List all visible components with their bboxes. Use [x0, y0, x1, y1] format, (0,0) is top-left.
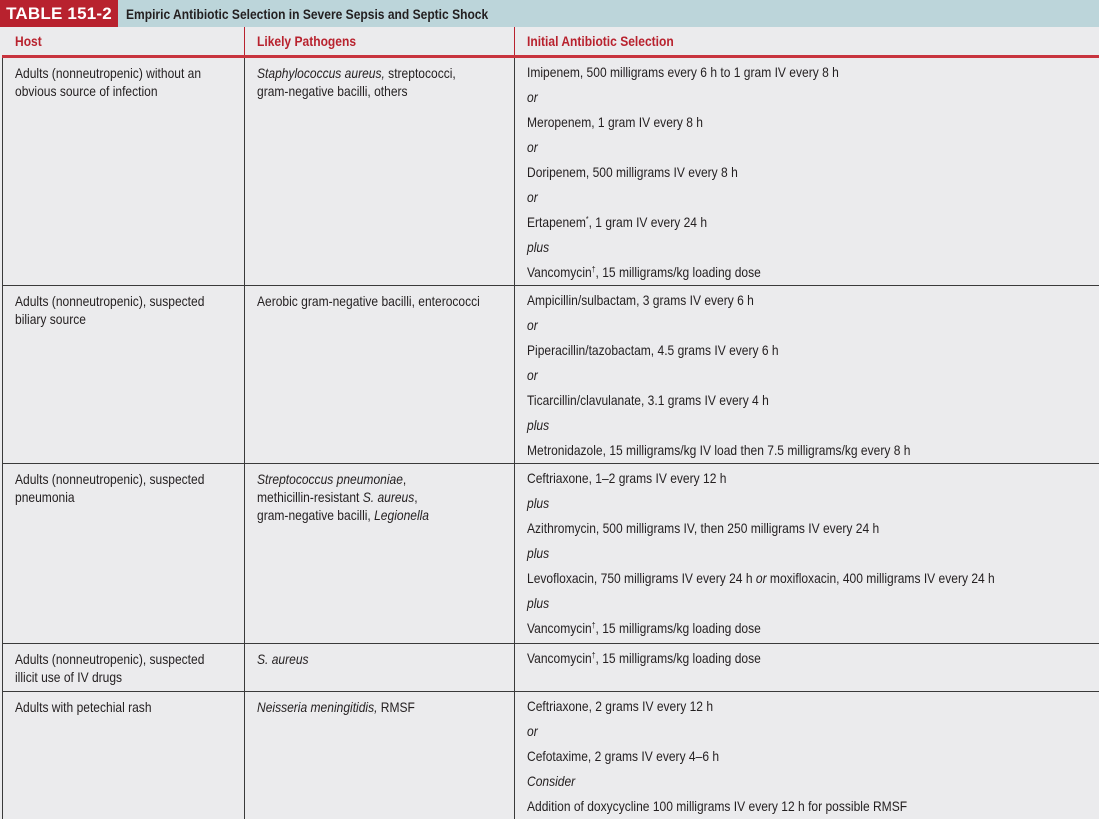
- connector-word: plus: [527, 235, 1099, 260]
- antibiotic-table: [2, 27, 1099, 819]
- host-text-line: biliary source: [15, 310, 244, 328]
- host-text-line: Adults (nonneutropenic), suspected: [15, 650, 244, 668]
- pathogen-text-line: [257, 470, 514, 488]
- column-header-antibiotics: Initial Antibiotic Selection: [515, 27, 1099, 57]
- pathogen-text: ,: [403, 471, 406, 487]
- connector-word: or: [756, 570, 767, 586]
- connector-word: plus: [527, 413, 1099, 438]
- connector-word: plus: [527, 541, 1099, 566]
- footnote-marker: †: [592, 651, 596, 660]
- pathogens-cell: [245, 644, 515, 692]
- antibiotic-line: Ceftriaxone, 2 grams IV every 12 h: [527, 694, 1099, 719]
- pathogen-text: ,: [414, 489, 417, 505]
- antibiotic-line: Azithromycin, 500 milligrams IV, then 250 milligrams IV every 24 h: [527, 516, 1099, 541]
- connector-word: plus: [527, 591, 1099, 616]
- antibiotic-line: Metronidazole, 15 milligrams/kg IV load then 7.5 milligrams/kg every 8 h: [527, 438, 1099, 463]
- table-row: [3, 644, 1099, 692]
- host-cell: [3, 692, 245, 819]
- antibiotic-line: Ampicillin/sulbactam, 3 grams IV every 6 h: [527, 288, 1099, 313]
- connector-word: Consider: [527, 769, 1099, 794]
- host-text-line: illicit use of IV drugs: [15, 668, 244, 686]
- pathogen-name-italic: Neisseria meningitidis,: [257, 699, 377, 715]
- connector-word: or: [527, 719, 1099, 744]
- host-text-line: obvious source of infection: [15, 82, 244, 100]
- connector-word: or: [527, 313, 1099, 338]
- antibiotic-line: Ceftriaxone, 1–2 grams IV every 12 h: [527, 466, 1099, 491]
- antibiotics-cell: [515, 692, 1099, 819]
- antibiotic-line: Meropenem, 1 gram IV every 8 h: [527, 110, 1099, 135]
- antibiotic-line: Doripenem, 500 milligrams IV every 8 h: [527, 160, 1099, 185]
- pathogen-text-line: [257, 506, 514, 524]
- pathogens-cell: [245, 57, 515, 286]
- antibiotics-cell: [515, 286, 1099, 464]
- pathogen-name-italic: S. aureus: [257, 651, 309, 667]
- connector-word: or: [527, 135, 1099, 160]
- table-title-bar: [0, 0, 1099, 27]
- footnote-marker: *: [586, 215, 589, 224]
- host-text-line: Adults (nonneutropenic) without an: [15, 64, 244, 82]
- table-row: [3, 57, 1099, 286]
- antibiotic-line: Cefotaxime, 2 grams IV every 4–6 h: [527, 744, 1099, 769]
- pathogen-text-line: [257, 698, 514, 716]
- antibiotic-line: Vancomycin†, 15 milligrams/kg loading dose: [527, 646, 1099, 671]
- pathogen-text: methicillin-resistant: [257, 489, 363, 505]
- pathogen-text: gram-negative bacilli,: [257, 507, 374, 523]
- antibiotic-line: Vancomycin†, 15 milligrams/kg loading dose: [527, 260, 1099, 285]
- pathogens-cell: [245, 464, 515, 644]
- connector-word: or: [527, 363, 1099, 388]
- connector-word: plus: [527, 491, 1099, 516]
- header-row: [3, 27, 1099, 57]
- host-cell: [3, 644, 245, 692]
- column-header-host: Host: [3, 27, 245, 57]
- host-text-line: Adults (nonneutropenic), suspected: [15, 470, 244, 488]
- host-cell: [3, 464, 245, 644]
- antibiotic-line: Ertapenem*, 1 gram IV every 24 h: [527, 210, 1099, 235]
- connector-word: or: [527, 85, 1099, 110]
- pathogen-name-italic: Staphylococcus aureus,: [257, 65, 385, 81]
- antibiotic-line: Piperacillin/tazobactam, 4.5 grams IV every 6 h: [527, 338, 1099, 363]
- pathogen-name-italic: Legionella: [374, 507, 429, 523]
- pathogen-text: streptococci,: [385, 65, 456, 81]
- host-cell: [3, 57, 245, 286]
- pathogen-text-line: [257, 292, 514, 310]
- pathogen-text-line: [257, 650, 514, 668]
- antibiotic-line: Vancomycin†, 15 milligrams/kg loading dose: [527, 616, 1099, 641]
- footnote-marker: †: [592, 265, 596, 274]
- pathogen-name-italic: Streptococcus pneumoniae: [257, 471, 403, 487]
- host-cell: [3, 286, 245, 464]
- pathogen-text-line: [257, 488, 514, 506]
- footnote-marker: †: [592, 621, 596, 630]
- connector-word: or: [527, 185, 1099, 210]
- table-row: [3, 692, 1099, 819]
- pathogen-text: RMSF: [377, 699, 414, 715]
- pathogen-text-line: [257, 82, 514, 100]
- table-row: [3, 286, 1099, 464]
- table-title: Empiric Antibiotic Selection in Severe Sepsis and Septic Shock: [126, 6, 488, 22]
- column-header-pathogens: Likely Pathogens: [245, 27, 515, 57]
- pathogen-name-italic: S. aureus: [363, 489, 415, 505]
- pathogens-cell: [245, 692, 515, 819]
- antibiotics-cell: [515, 644, 1099, 692]
- pathogens-cell: [245, 286, 515, 464]
- table-number-badge: TABLE 151-2: [0, 0, 118, 27]
- pathogen-text: Aerobic gram-negative bacilli, enterococci: [257, 293, 480, 309]
- pathogen-text: gram-negative bacilli, others: [257, 83, 408, 99]
- pathogen-text-line: [257, 64, 514, 82]
- antibiotic-line: Ticarcillin/clavulanate, 3.1 grams IV every 4 h: [527, 388, 1099, 413]
- host-text-line: pneumonia: [15, 488, 244, 506]
- host-text-line: Adults with petechial rash: [15, 698, 244, 716]
- antibiotic-line: Addition of doxycycline 100 milligrams IV every 12 h for possible RMSF: [527, 794, 1099, 819]
- antibiotic-line: Levofloxacin, 750 milligrams IV every 24 h or moxifloxacin, 400 milligrams IV every 24 h: [527, 566, 1099, 591]
- antibiotics-cell: [515, 464, 1099, 644]
- antibiotics-cell: [515, 57, 1099, 286]
- host-text-line: Adults (nonneutropenic), suspected: [15, 292, 244, 310]
- table-row: [3, 464, 1099, 644]
- antibiotic-line: Imipenem, 500 milligrams every 6 h to 1 gram IV every 8 h: [527, 60, 1099, 85]
